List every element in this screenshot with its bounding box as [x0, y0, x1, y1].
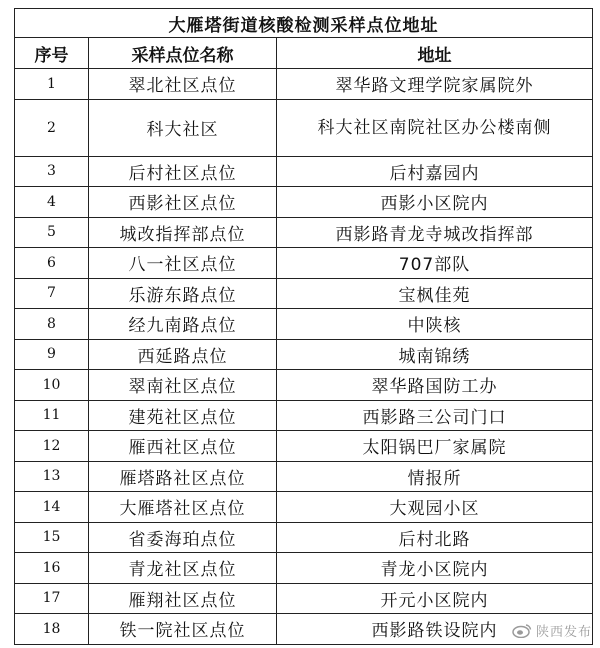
table-header-row — [15, 38, 593, 69]
table-row — [15, 69, 593, 100]
header-address: 地址 — [277, 38, 593, 69]
row-site-name: 翠南社区点位 — [89, 370, 277, 401]
table-row — [15, 461, 593, 492]
sampling-sites-sheet — [14, 8, 592, 645]
row-index: 14 — [15, 492, 89, 523]
row-address: 开元小区院内 — [277, 583, 593, 614]
row-address: 西影路铁设院内 — [277, 614, 593, 645]
row-site-name: 大雁塔社区点位 — [89, 492, 277, 523]
row-index: 11 — [15, 400, 89, 431]
row-site-name: 建苑社区点位 — [89, 400, 277, 431]
row-site-name: 科大社区 — [89, 99, 277, 156]
table-row — [15, 553, 593, 584]
weibo-watermark — [512, 621, 592, 640]
table-row — [15, 614, 593, 645]
row-site-name: 雁西社区点位 — [89, 431, 277, 462]
table-row — [15, 431, 593, 462]
row-index: 15 — [15, 522, 89, 553]
row-address: 西影路青龙寺城改指挥部 — [277, 217, 593, 248]
row-address: 中陕核 — [277, 309, 593, 340]
row-index: 18 — [15, 614, 89, 645]
row-site-name: 铁一院社区点位 — [89, 614, 277, 645]
row-index: 1 — [15, 69, 89, 100]
row-site-name: 八一社区点位 — [89, 248, 277, 279]
row-address: 宝枫佳苑 — [277, 278, 593, 309]
row-index: 2 — [15, 99, 89, 156]
row-address: 大观园小区 — [277, 492, 593, 523]
row-address: 情报所 — [277, 461, 593, 492]
row-index: 17 — [15, 583, 89, 614]
row-address: 西影路三公司门口 — [277, 400, 593, 431]
row-address: 太阳锅巴厂家属院 — [277, 431, 593, 462]
row-address: 西影小区院内 — [277, 187, 593, 218]
table-row — [15, 217, 593, 248]
weibo-icon — [512, 623, 532, 638]
watermark-text: 陕西发布 — [535, 625, 592, 640]
row-site-name: 后村社区点位 — [89, 156, 277, 187]
table-row — [15, 522, 593, 553]
table-row — [15, 400, 593, 431]
table-row — [15, 583, 593, 614]
row-address: 707部队 — [277, 248, 593, 279]
row-index: 8 — [15, 309, 89, 340]
row-index: 12 — [15, 431, 89, 462]
row-site-name: 西影社区点位 — [89, 187, 277, 218]
table-row — [15, 248, 593, 279]
header-index: 序号 — [15, 38, 89, 69]
row-index: 13 — [15, 461, 89, 492]
table-row — [15, 370, 593, 401]
table-row — [15, 278, 593, 309]
table-row — [15, 309, 593, 340]
row-site-name: 青龙社区点位 — [89, 553, 277, 584]
table-row — [15, 156, 593, 187]
header-site-name: 采样点位名称 — [89, 38, 277, 69]
row-address: 城南锦绣 — [277, 339, 593, 370]
row-address: 后村北路 — [277, 522, 593, 553]
table-row — [15, 339, 593, 370]
table-row — [15, 99, 593, 156]
row-address: 青龙小区院内 — [277, 553, 593, 584]
row-address: 翠华路文理学院家属院外 — [277, 69, 593, 100]
row-address: 后村嘉园内 — [277, 156, 593, 187]
sampling-sites-table — [14, 8, 593, 645]
row-site-name: 西延路点位 — [89, 339, 277, 370]
row-index: 4 — [15, 187, 89, 218]
row-site-name: 雁翔社区点位 — [89, 583, 277, 614]
row-index: 10 — [15, 370, 89, 401]
table-title: 大雁塔街道核酸检测采样点位地址 — [15, 9, 593, 38]
table-row — [15, 187, 593, 218]
row-index: 7 — [15, 278, 89, 309]
row-index: 3 — [15, 156, 89, 187]
row-site-name: 乐游东路点位 — [89, 278, 277, 309]
row-address: 科大社区南院社区办公楼南侧 — [277, 99, 593, 156]
row-site-name: 经九南路点位 — [89, 309, 277, 340]
row-site-name: 省委海珀点位 — [89, 522, 277, 553]
row-index: 9 — [15, 339, 89, 370]
row-site-name: 翠北社区点位 — [89, 69, 277, 100]
row-index: 16 — [15, 553, 89, 584]
row-address: 翠华路国防工办 — [277, 370, 593, 401]
row-site-name: 城改指挥部点位 — [89, 217, 277, 248]
table-row — [15, 492, 593, 523]
row-index: 6 — [15, 248, 89, 279]
row-site-name: 雁塔路社区点位 — [89, 461, 277, 492]
row-index: 5 — [15, 217, 89, 248]
